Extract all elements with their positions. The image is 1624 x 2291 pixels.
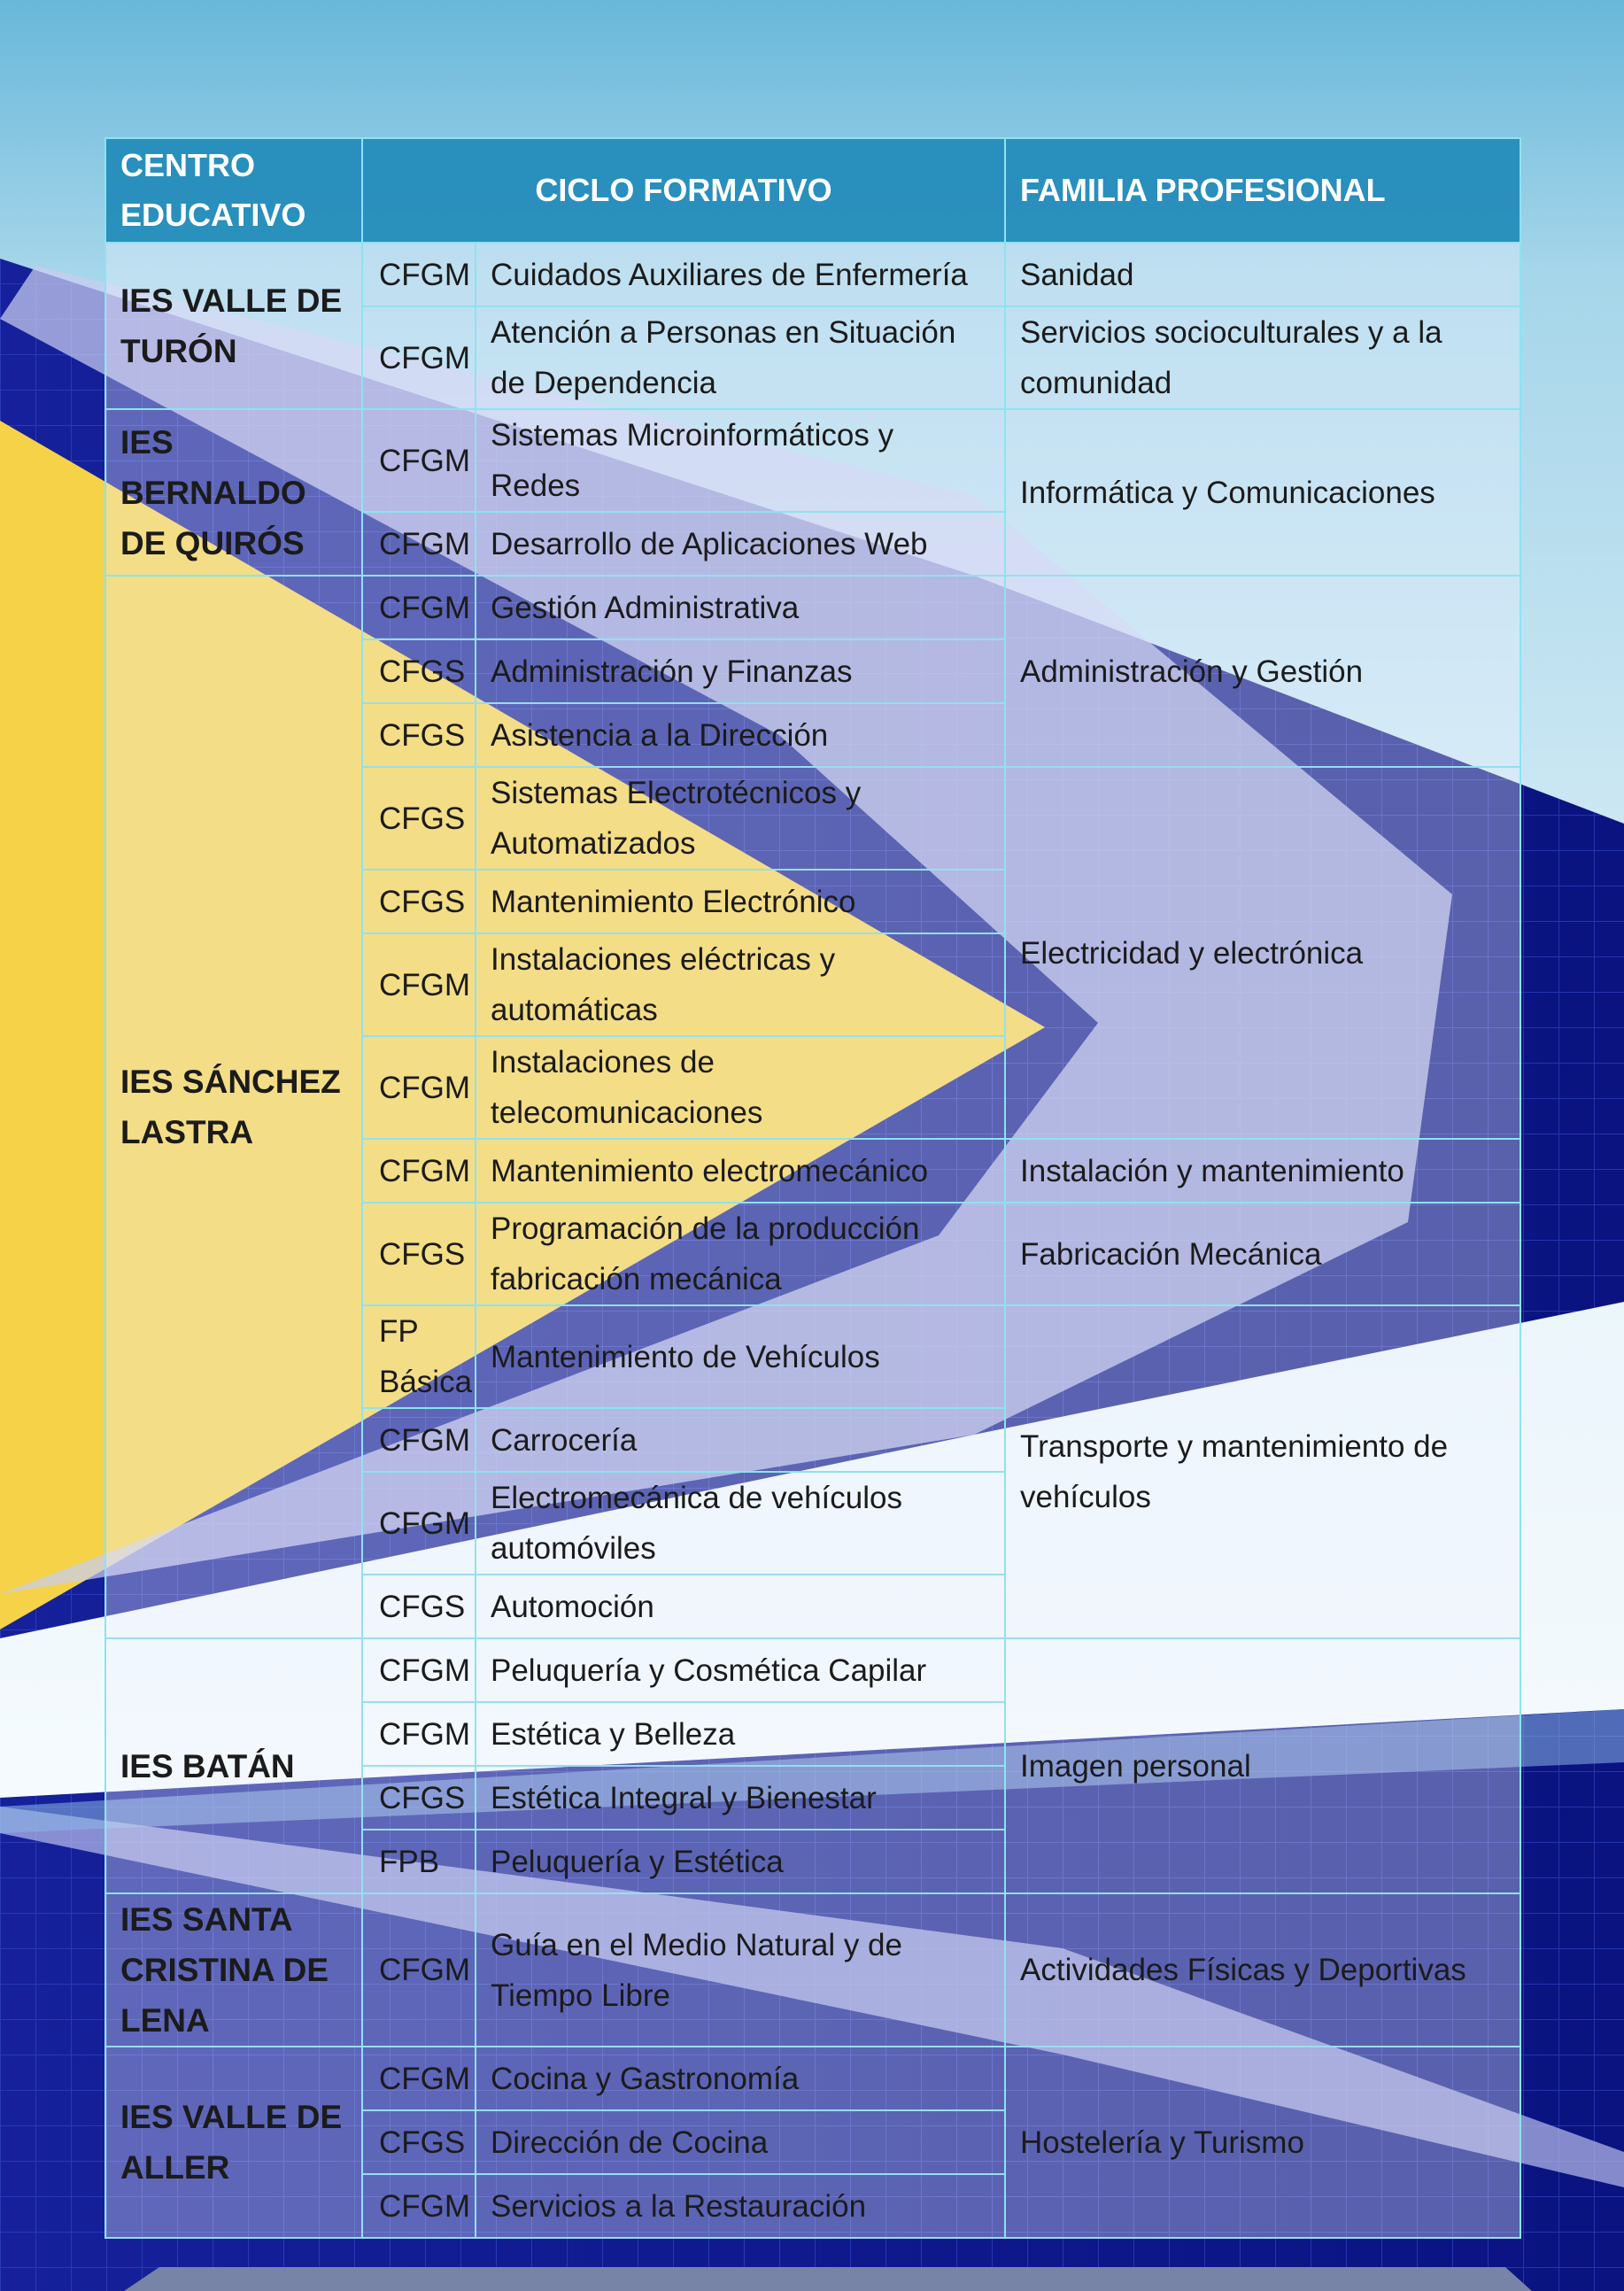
cycle-type: CFGM	[362, 933, 476, 1036]
center-cell: IES BERNALDO DE QUIRÓS	[105, 409, 362, 576]
cycle-name: Cocina y Gastronomía	[476, 2047, 1005, 2110]
cycle-name: Atención a Personas en Situación de Dependencia	[476, 306, 1005, 409]
programs-table-container	[104, 137, 1520, 2239]
cycle-type: CFGS	[362, 639, 476, 703]
table-row	[105, 409, 1520, 512]
cycle-type: CFGM	[362, 1036, 476, 1139]
cycle-name: Electromecánica de vehículos automóviles	[476, 1472, 1005, 1575]
cycle-type: CFGM	[362, 2047, 476, 2110]
cycle-name: Instalaciones de telecomunicaciones	[476, 1036, 1005, 1139]
cycle-name: Sistemas Microinformáticos y Redes	[476, 409, 1005, 512]
cycle-name: Automoción	[476, 1575, 1005, 1638]
family-cell: Administración y Gestión	[1005, 576, 1520, 767]
family-cell: Instalación y mantenimiento	[1005, 1139, 1520, 1203]
cycle-name: Dirección de Cocina	[476, 2110, 1005, 2174]
center-cell: IES VALLE DE ALLER	[105, 2047, 362, 2238]
cycle-type: CFGM	[362, 243, 476, 306]
cycle-name: Carrocería	[476, 1408, 1005, 1472]
cycle-type: CFGM	[362, 409, 476, 512]
cycle-name: Peluquería y Cosmética Capilar	[476, 1638, 1005, 1702]
cycle-name: Asistencia a la Dirección	[476, 703, 1005, 767]
table-row	[105, 243, 1520, 306]
cycle-name: Desarrollo de Aplicaciones Web	[476, 512, 1005, 576]
cycle-type: CFGM	[362, 1893, 476, 2047]
programs-table	[104, 137, 1521, 2239]
cycle-name: Mantenimiento de Vehículos	[476, 1305, 1005, 1408]
family-cell: Sanidad	[1005, 243, 1520, 306]
cycle-type: CFGM	[362, 576, 476, 639]
cycle-type: CFGM	[362, 512, 476, 576]
table-row	[105, 2047, 1520, 2110]
cycle-type: CFGM	[362, 2174, 476, 2238]
cycle-type: CFGS	[362, 1203, 476, 1305]
table-row	[105, 576, 1520, 639]
cycle-type: CFGS	[362, 1575, 476, 1638]
header-center-label: CENTRO EDUCATIVO	[120, 147, 306, 233]
family-cell: Fabricación Mecánica	[1005, 1203, 1520, 1305]
cycle-name: Gestión Administrativa	[476, 576, 1005, 639]
table-row	[105, 1638, 1520, 1702]
table-row	[105, 1893, 1520, 2047]
cycle-name: Administración y Finanzas	[476, 639, 1005, 703]
cycle-name: Mantenimiento Electrónico	[476, 870, 1005, 933]
center-cell: IES BATÁN	[105, 1638, 362, 1893]
family-cell: Transporte y mantenimiento de vehículos	[1005, 1305, 1520, 1638]
cycle-type: CFGM	[362, 1638, 476, 1702]
table-header-row	[105, 138, 1520, 243]
header-center	[105, 138, 362, 243]
cycle-type: CFGM	[362, 1702, 476, 1766]
header-family: FAMILIA PROFESIONAL	[1005, 138, 1520, 243]
cycle-type: CFGM	[362, 1408, 476, 1472]
family-cell: Servicios socioculturales y a la comunidad	[1005, 306, 1520, 409]
cycle-name: Instalaciones eléctricas y automáticas	[476, 933, 1005, 1036]
cycle-type: CFGM	[362, 306, 476, 409]
cycle-name: Servicios a la Restauración	[476, 2174, 1005, 2238]
cycle-name: Estética Integral y Bienestar	[476, 1766, 1005, 1830]
cycle-type: CFGS	[362, 1766, 476, 1830]
family-cell: Informática y Comunicaciones	[1005, 409, 1520, 576]
cycle-name: Guía en el Medio Natural y de Tiempo Libre	[476, 1893, 1005, 2047]
cycle-type: FP Básica	[362, 1305, 476, 1408]
cycle-name: Programación de la producción fabricación mecánica	[476, 1203, 1005, 1305]
cycle-type: CFGM	[362, 1139, 476, 1203]
family-cell: Imagen personal	[1005, 1638, 1520, 1893]
cycle-name: Sistemas Electrotécnicos y Automatizados	[476, 767, 1005, 870]
cycle-name: Mantenimiento electromecánico	[476, 1139, 1005, 1203]
cycle-type: CFGS	[362, 870, 476, 933]
cycle-name: Cuidados Auxiliares de Enfermería	[476, 243, 1005, 306]
cycle-type: CFGM	[362, 1472, 476, 1575]
cycle-type: CFGS	[362, 703, 476, 767]
header-cycle: CICLO FORMATIVO	[362, 138, 1005, 243]
cycle-type: FPB	[362, 1830, 476, 1893]
family-cell: Hostelería y Turismo	[1005, 2047, 1520, 2238]
family-cell: Electricidad y electrónica	[1005, 767, 1520, 1139]
cycle-type: CFGS	[362, 2110, 476, 2174]
center-cell: IES SÁNCHEZ LASTRA	[105, 576, 362, 1638]
cycle-type: CFGS	[362, 767, 476, 870]
center-cell: IES SANTA CRISTINA DE LENA	[105, 1893, 362, 2047]
cycle-name: Peluquería y Estética	[476, 1830, 1005, 1893]
cycle-name: Estética y Belleza	[476, 1702, 1005, 1766]
family-cell: Actividades Físicas y Deportivas	[1005, 1893, 1520, 2047]
center-cell: IES VALLE DE TURÓN	[105, 243, 362, 409]
